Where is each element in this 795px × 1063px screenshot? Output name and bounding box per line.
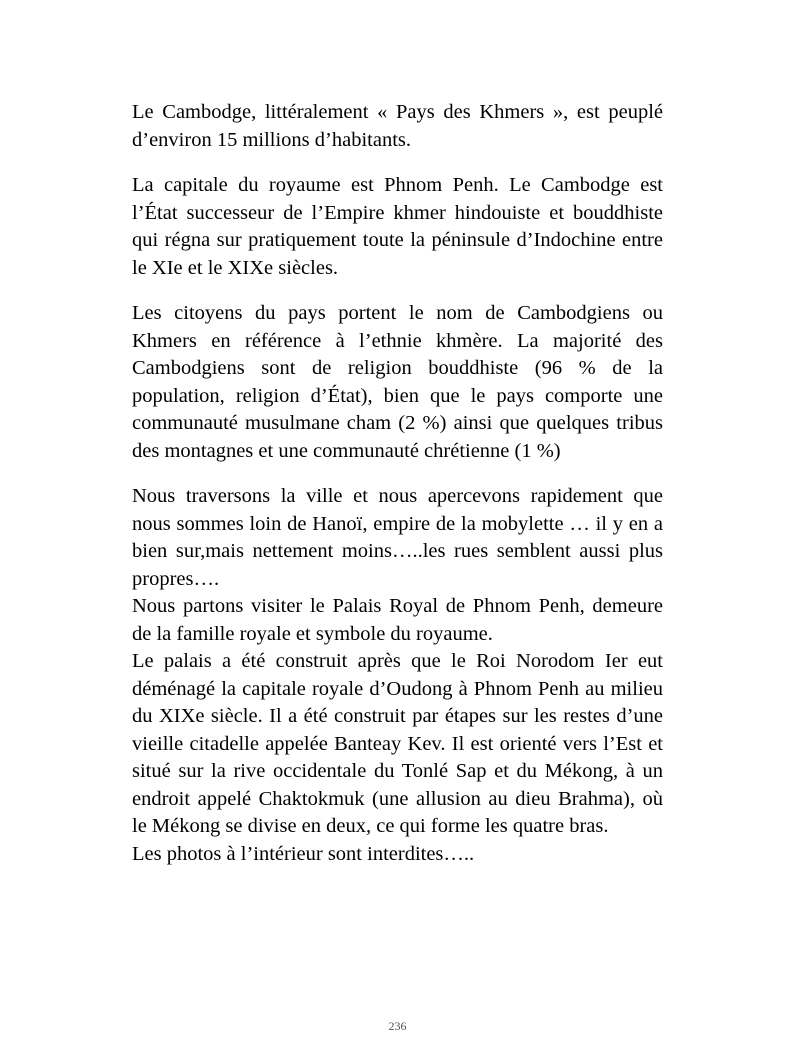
paragraph-intro: Le Cambodge, littéralement « Pays des Khmers », est peuplé d’environ 15 millions d’habitants. (132, 101, 663, 151)
paragraph-capital: La capitale du royaume est Phnom Penh. Le Cambodge est l’État successeur de l’Empire khmer hindouiste et bouddhiste qui régna sur pratiquement toute la péninsule d’Indochine entre le XIe et le XIXe siècles. (132, 174, 663, 279)
paragraph-palace-visit: Nous partons visiter le Palais Royal de Phnom Penh, demeure de la famille royale et symbole du royaume. (132, 595, 663, 645)
paragraph-city: Nous traversons la ville et nous apercevons rapidement que nous sommes loin de Hanoï, empire de la mobylette … il y en a bien sur,mais nettement moins…..les rues semblent aussi plus propres…. (132, 485, 663, 590)
page-number: 236 (388, 1019, 407, 1033)
paragraph-citizens: Les citoyens du pays portent le nom de Cambodgiens ou Khmers en référence à l’ethnie khmère. La majorité des Cambodgiens sont de religion bouddhiste (96 % de la population, religion d’État), bien que le pays comporte une communauté musulmane cham (2 %) ainsi que quelques tribus des montagnes et une communauté chrétienne (1 %) (132, 302, 663, 462)
paragraph-palace-history: Le palais a été construit après que le Roi Norodom Ier eut déménagé la capitale royale d’Oudong à Phnom Penh au milieu du XIXe siècle. Il a été construit par étapes sur les restes d’une vieille citadelle appelée Banteay Kev. Il est orienté vers l’Est et situé sur la rive occidentale du Tonlé Sap et du Mékong, à un endroit appelé Chaktokmuk (une allusion au dieu Brahma), où le Mékong se divise en deux, ce qui forme les quatre bras. (132, 650, 663, 837)
paragraph-photos: Les photos à l’intérieur sont interdites….. (132, 842, 475, 865)
text-body (132, 99, 663, 868)
paragraph-visit-block (132, 483, 663, 868)
